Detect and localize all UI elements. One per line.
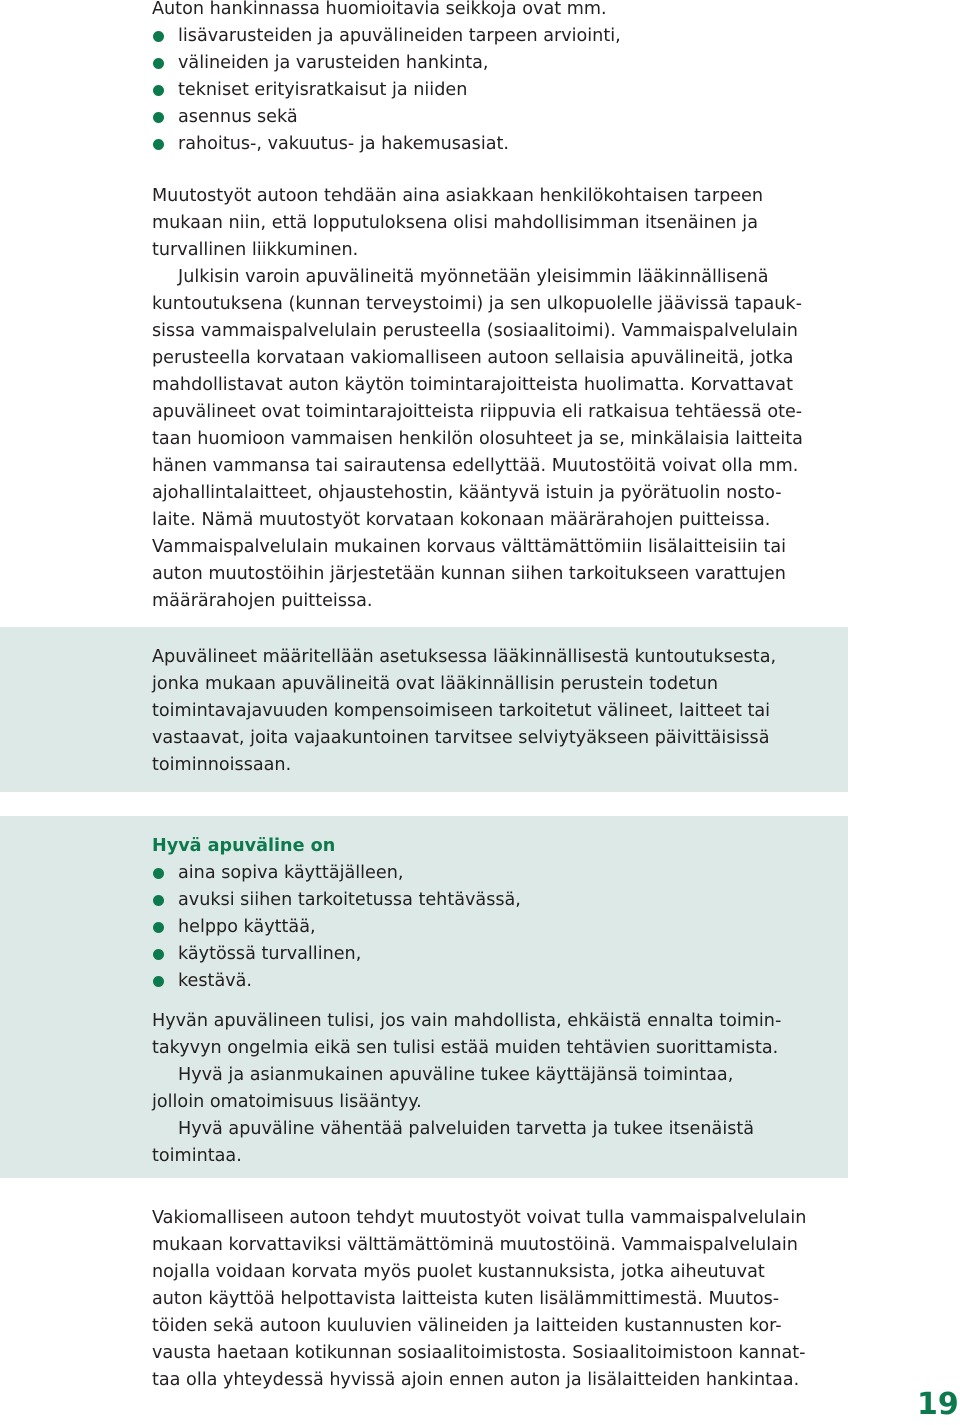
- text-line: jolloin omatoimisuus lisääntyy.: [152, 1092, 422, 1112]
- list-item: välineiden ja varusteiden hankinta,: [152, 50, 852, 77]
- text-line: ajohallintalaitteet, ohjaustehostin, kääntyvä istuin ja pyörätuolin nosto-: [152, 483, 782, 503]
- list-item: helppo käyttää,: [152, 914, 852, 941]
- text-line: Muutostyöt autoon tehdään aina asiakkaan henkilökohtaisen tarpeen: [152, 186, 764, 206]
- text-line: takyvyn ongelmia eikä sen tulisi estää muiden tehtävien suorittamista.: [152, 1038, 779, 1058]
- list-item: rahoitus-, vakuutus- ja hakemusasiat.: [152, 131, 852, 158]
- text-line: määrärahojen puitteissa.: [152, 591, 373, 611]
- text-line: nojalla voidaan korvata myös puolet kustannuksista, jotka aiheutuvat: [152, 1262, 765, 1282]
- text-line: perusteella korvataan vakiomalliseen autoon sellaisia apuvälineitä, jotka: [152, 348, 794, 368]
- text-line: auton käyttöä helpottavista laitteista kuten lisälämmittimestä. Muutos-: [152, 1289, 780, 1309]
- closing-text: [152, 1205, 852, 1394]
- bullet-icon: [153, 31, 164, 42]
- text-line: turvallinen liikkuminen.: [152, 240, 359, 260]
- text-line: mukaan niin, että lopputuloksena olisi mahdollisimman itsenäinen ja: [152, 213, 758, 233]
- list-item: käytössä turvallinen,: [152, 941, 852, 968]
- text-line: Vakiomalliseen autoon tehdyt muutostyöt voivat tulla vammaispalvelulain: [152, 1208, 807, 1228]
- bullet-icon: [153, 949, 164, 960]
- list-item: kestävä.: [152, 968, 852, 995]
- list-item: tekniset erityisratkaisut ja niiden: [152, 77, 852, 104]
- text-line: auton muutostöihin järjestetään kunnan siihen tarkoitukseen varattujen: [152, 564, 786, 584]
- text-line: töiden sekä autoon kuuluvien välineiden ja laitteiden kustannusten kor-: [152, 1316, 782, 1336]
- text-line: Julkisin varoin apuvälineitä myönnetään yleisimmin lääkinnällisenä: [178, 267, 769, 287]
- text-line: sissa vammaispalvelulain perusteella (sosiaalitoimi). Vammaispalvelulain: [152, 321, 798, 341]
- text-line: Hyvän apuvälineen tulisi, jos vain mahdollista, ehkäistä ennalta toimin-: [152, 1011, 782, 1031]
- text-line: vausta haetaan kotikunnan sosiaalitoimistosta. Sosiaalitoimistoon kannat-: [152, 1343, 806, 1363]
- text-line: Apuvälineet määritellään asetuksessa lääkinnällisestä kuntoutuksesta,: [152, 647, 777, 667]
- body-text: [152, 183, 852, 615]
- bullet-icon: [153, 139, 164, 150]
- intro-section: [152, 0, 852, 158]
- bullet-icon: [153, 868, 164, 879]
- good-aid-text: [152, 1008, 852, 1170]
- bullet-icon: [153, 895, 164, 906]
- list-item: asennus sekä: [152, 104, 852, 131]
- text-line: mukaan korvattaviksi välttämättöminä muutostöinä. Vammaispalvelulain: [152, 1235, 798, 1255]
- text-line: apuvälineet ovat toimintarajoitteista riippuvia eli ratkaisua tehtäessä ote-: [152, 402, 803, 422]
- text-line: Vammaispalvelulain mukainen korvaus välttämättömiin lisälaitteisiin tai: [152, 537, 787, 557]
- text-line: toiminnoissaan.: [152, 755, 292, 775]
- list-item: avuksi siihen tarkoitetussa tehtävässä,: [152, 887, 852, 914]
- text-line: laite. Nämä muutostyöt korvataan kokonaan määrärahojen puitteissa.: [152, 510, 771, 530]
- text-line: hänen vammansa tai sairautensa edellyttää. Muutostöitä voivat olla mm.: [152, 456, 799, 476]
- text-line: taan huomioon vammaisen henkilön olosuhteet ja se, minkälaisia laitteita: [152, 429, 803, 449]
- bullet-icon: [153, 112, 164, 123]
- good-aid-content: [152, 833, 852, 995]
- text-line: mahdollistavat auton käytön toimintarajoitteista huolimatta. Korvattavat: [152, 375, 793, 395]
- bullet-icon: [153, 976, 164, 987]
- text-line: taa olla yhteydessä hyvissä ajoin ennen auton ja lisälaitteiden hankintaa.: [152, 1370, 800, 1390]
- text-line: toimintavajavuuden kompensoimiseen tarkoitetut välineet, laitteet tai: [152, 701, 771, 721]
- definition-text: [152, 644, 852, 779]
- bullet-icon: [153, 58, 164, 69]
- text-line: Hyvä ja asianmukainen apuväline tukee käyttäjänsä toimintaa,: [178, 1065, 734, 1085]
- text-line: Hyvä apuväline vähentää palveluiden tarvetta ja tukee itsenäistä: [178, 1119, 755, 1139]
- list-item: lisävarusteiden ja apuvälineiden tarpeen arviointi,: [152, 23, 852, 50]
- page-number: 19: [917, 1387, 959, 1422]
- text-line: kuntoutuksena (kunnan terveystoimi) ja sen ulkopuolelle jäävissä tapauk-: [152, 294, 802, 314]
- bullet-icon: [153, 922, 164, 933]
- intro-heading: Auton hankinnassa huomioitavia seikkoja ovat mm.: [152, 0, 607, 19]
- box-title: Hyvä apuväline on: [152, 836, 336, 856]
- text-line: jonka mukaan apuvälineitä ovat lääkinnällisin perustein todetun: [152, 674, 719, 694]
- text-line: toimintaa.: [152, 1146, 242, 1166]
- bullet-icon: [153, 85, 164, 96]
- text-line: vastaavat, joita vajaakuntoinen tarvitsee selviytyäkseen päivittäisissä: [152, 728, 770, 748]
- list-item: aina sopiva käyttäjälleen,: [152, 860, 852, 887]
